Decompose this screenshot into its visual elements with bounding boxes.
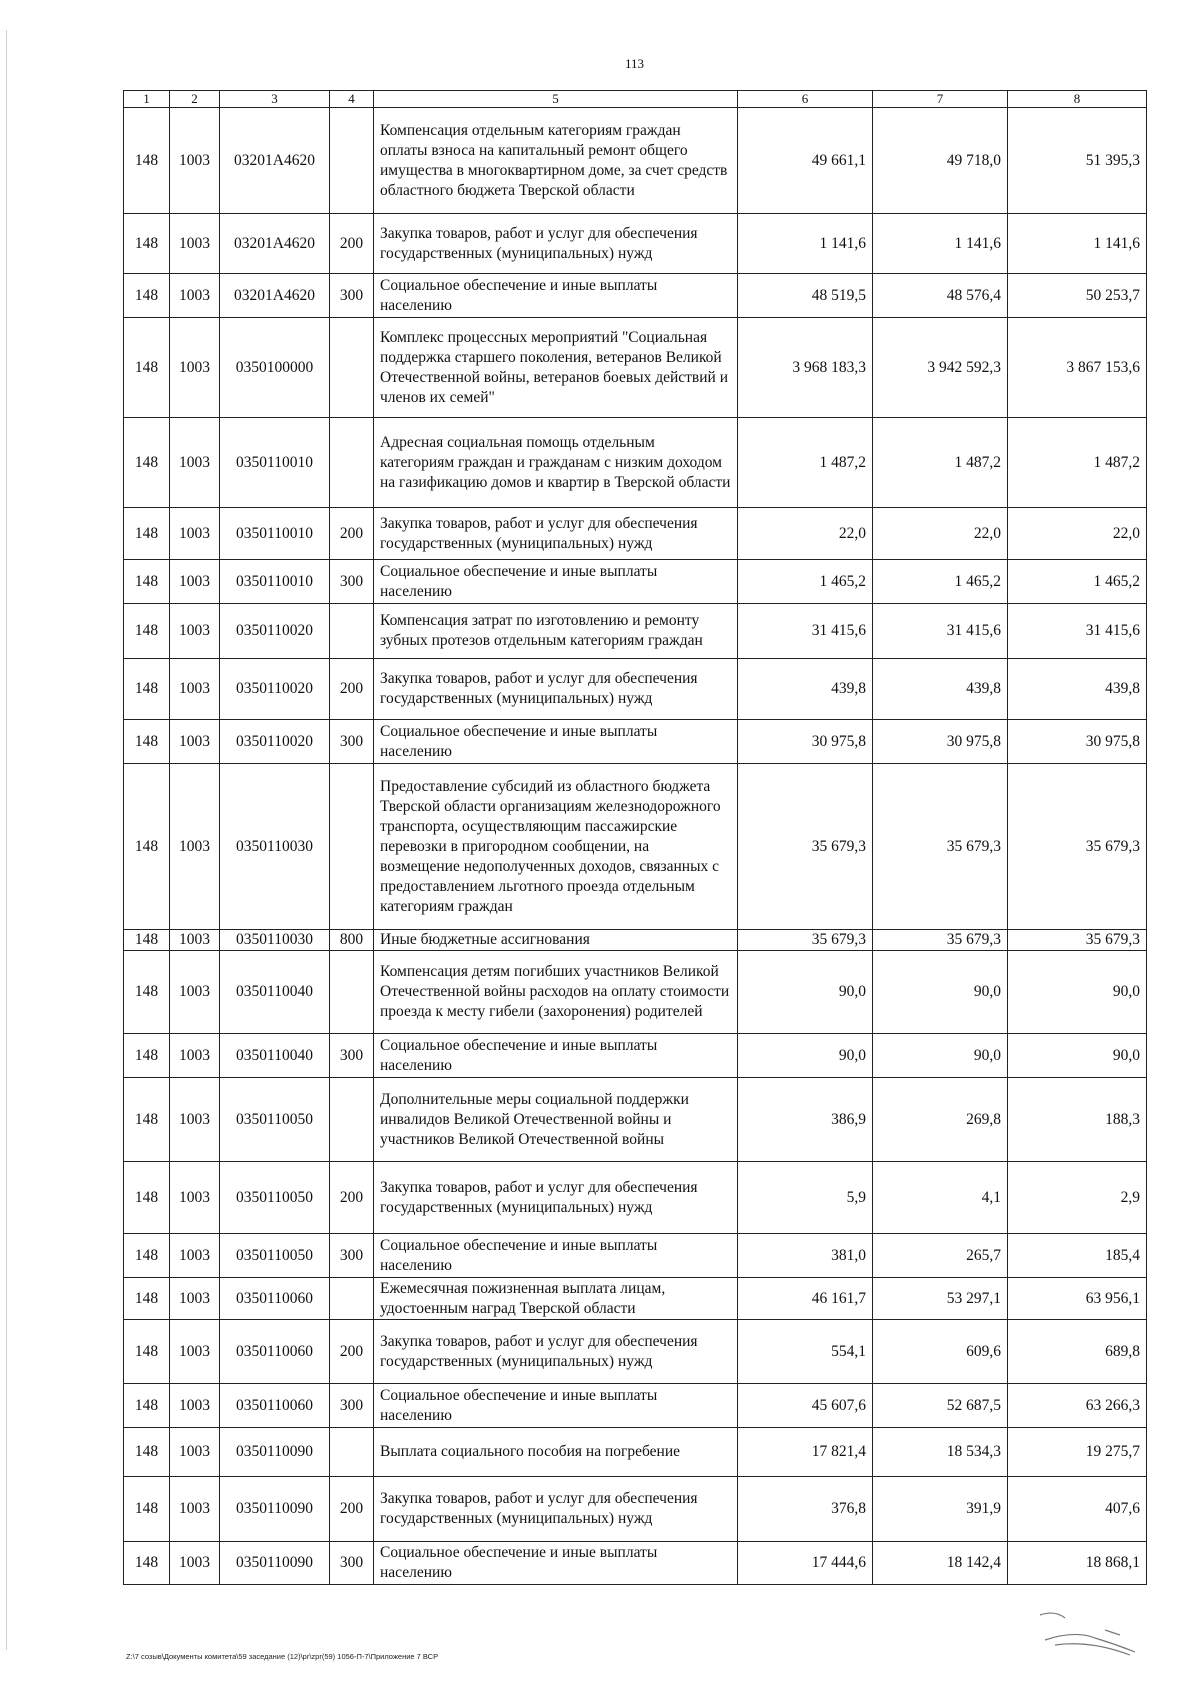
cell-amount-year1: 554,1 — [738, 1320, 873, 1384]
cell-amount-year2: 1 141,6 — [873, 214, 1008, 274]
table-body — [124, 108, 1147, 1585]
cell-ministry-code: 148 — [124, 1234, 170, 1278]
cell-amount-year3: 22,0 — [1008, 508, 1147, 560]
cell-amount-year1: 376,8 — [738, 1477, 873, 1542]
cell-section-code: 1003 — [170, 1234, 220, 1278]
cell-section-code: 1003 — [170, 951, 220, 1034]
col-header-2: 2 — [170, 91, 220, 108]
cell-amount-year3: 35 679,3 — [1008, 930, 1147, 951]
cell-amount-year3: 407,6 — [1008, 1477, 1147, 1542]
cell-expense-type: 300 — [330, 1034, 374, 1078]
cell-section-code: 1003 — [170, 930, 220, 951]
table-row — [124, 1234, 1147, 1278]
cell-amount-year2: 3 942 592,3 — [873, 318, 1008, 418]
table-row — [124, 1162, 1147, 1234]
cell-ministry-code: 148 — [124, 951, 170, 1034]
cell-amount-year3: 63 956,1 — [1008, 1278, 1147, 1320]
cell-target-article: 0350110050 — [220, 1162, 330, 1234]
cell-amount-year3: 1 465,2 — [1008, 560, 1147, 604]
cell-description: Закупка товаров, работ и услуг для обеспечения государственных (муниципальных) нужд — [374, 1162, 738, 1234]
cell-section-code: 1003 — [170, 1278, 220, 1320]
cell-amount-year2: 22,0 — [873, 508, 1008, 560]
table-row — [124, 508, 1147, 560]
cell-target-article: 0350110040 — [220, 1034, 330, 1078]
cell-expense-type: 300 — [330, 1234, 374, 1278]
table-row — [124, 604, 1147, 659]
cell-target-article: 0350110050 — [220, 1234, 330, 1278]
cell-ministry-code: 148 — [124, 1078, 170, 1162]
cell-amount-year2: 31 415,6 — [873, 604, 1008, 659]
cell-description: Закупка товаров, работ и услуг для обеспечения государственных (муниципальных) нужд — [374, 508, 738, 560]
cell-amount-year1: 3 968 183,3 — [738, 318, 873, 418]
cell-amount-year1: 439,8 — [738, 659, 873, 720]
table-row — [124, 1278, 1147, 1320]
cell-ministry-code: 148 — [124, 108, 170, 214]
cell-ministry-code: 148 — [124, 274, 170, 318]
cell-description: Закупка товаров, работ и услуг для обеспечения государственных (муниципальных) нужд — [374, 214, 738, 274]
col-header-4: 4 — [330, 91, 374, 108]
cell-description: Компенсация детям погибших участников Великой Отечественной войны расходов на оплату стоимости проезда к месту гибели (захоронения) родителей — [374, 951, 738, 1034]
cell-section-code: 1003 — [170, 274, 220, 318]
cell-target-article: 0350110020 — [220, 720, 330, 764]
cell-description: Социальное обеспечение и иные выплаты населению — [374, 274, 738, 318]
cell-amount-year3: 1 141,6 — [1008, 214, 1147, 274]
cell-description: Социальное обеспечение и иные выплаты населению — [374, 1234, 738, 1278]
col-header-3: 3 — [220, 91, 330, 108]
cell-target-article: 0350110090 — [220, 1428, 330, 1477]
cell-amount-year1: 22,0 — [738, 508, 873, 560]
cell-amount-year1: 1 487,2 — [738, 418, 873, 508]
cell-amount-year1: 1 465,2 — [738, 560, 873, 604]
cell-ministry-code: 148 — [124, 1320, 170, 1384]
cell-description: Социальное обеспечение и иные выплаты населению — [374, 1034, 738, 1078]
cell-ministry-code: 148 — [124, 604, 170, 659]
cell-target-article: 0350110020 — [220, 604, 330, 659]
cell-section-code: 1003 — [170, 1384, 220, 1428]
cell-amount-year1: 5,9 — [738, 1162, 873, 1234]
cell-description: Компенсация затрат по изготовлению и ремонту зубных протезов отдельным категориям граждан — [374, 604, 738, 659]
page-number: 113 — [625, 56, 645, 71]
cell-expense-type — [330, 604, 374, 659]
cell-amount-year3: 63 266,3 — [1008, 1384, 1147, 1428]
cell-description: Дополнительные меры социальной поддержки инвалидов Великой Отечественной войны и участников Великой Отечественной войны — [374, 1078, 738, 1162]
cell-amount-year1: 45 607,6 — [738, 1384, 873, 1428]
cell-amount-year2: 48 576,4 — [873, 274, 1008, 318]
cell-ministry-code: 148 — [124, 930, 170, 951]
cell-description: Социальное обеспечение и иные выплаты населению — [374, 720, 738, 764]
cell-expense-type — [330, 1428, 374, 1477]
cell-ministry-code: 148 — [124, 560, 170, 604]
cell-amount-year1: 386,9 — [738, 1078, 873, 1162]
cell-expense-type — [330, 1278, 374, 1320]
cell-section-code: 1003 — [170, 764, 220, 930]
cell-amount-year1: 31 415,6 — [738, 604, 873, 659]
table-row — [124, 318, 1147, 418]
cell-ministry-code: 148 — [124, 214, 170, 274]
cell-expense-type: 300 — [330, 274, 374, 318]
cell-amount-year1: 49 661,1 — [738, 108, 873, 214]
cell-amount-year2: 4,1 — [873, 1162, 1008, 1234]
column-number-header-row — [124, 91, 1147, 108]
table-row — [124, 274, 1147, 318]
cell-target-article: 0350110010 — [220, 418, 330, 508]
cell-amount-year2: 439,8 — [873, 659, 1008, 720]
signature-mark — [1035, 1600, 1145, 1670]
cell-amount-year2: 53 297,1 — [873, 1278, 1008, 1320]
cell-ministry-code: 148 — [124, 1384, 170, 1428]
cell-amount-year1: 17 821,4 — [738, 1428, 873, 1477]
cell-expense-type: 200 — [330, 1320, 374, 1384]
cell-target-article: 03201A4620 — [220, 108, 330, 214]
cell-amount-year3: 30 975,8 — [1008, 720, 1147, 764]
table-row — [124, 720, 1147, 764]
cell-section-code: 1003 — [170, 508, 220, 560]
cell-amount-year1: 30 975,8 — [738, 720, 873, 764]
cell-expense-type — [330, 418, 374, 508]
cell-expense-type: 200 — [330, 214, 374, 274]
table-row — [124, 418, 1147, 508]
table-row — [124, 930, 1147, 951]
cell-expense-type — [330, 951, 374, 1034]
cell-amount-year3: 90,0 — [1008, 1034, 1147, 1078]
cell-amount-year3: 35 679,3 — [1008, 764, 1147, 930]
cell-section-code: 1003 — [170, 659, 220, 720]
cell-ministry-code: 148 — [124, 1477, 170, 1542]
cell-target-article: 0350110060 — [220, 1278, 330, 1320]
cell-amount-year1: 17 444,6 — [738, 1542, 873, 1585]
cell-expense-type: 300 — [330, 1542, 374, 1585]
cell-description: Закупка товаров, работ и услуг для обеспечения государственных (муниципальных) нужд — [374, 1477, 738, 1542]
cell-amount-year1: 48 519,5 — [738, 274, 873, 318]
cell-amount-year3: 19 275,7 — [1008, 1428, 1147, 1477]
cell-amount-year3: 689,8 — [1008, 1320, 1147, 1384]
cell-section-code: 1003 — [170, 604, 220, 659]
cell-description: Адресная социальная помощь отдельным категориям граждан и гражданам с низким доходом на газификацию домов и квартир в Тверской области — [374, 418, 738, 508]
cell-section-code: 1003 — [170, 1477, 220, 1542]
cell-target-article: 0350110090 — [220, 1477, 330, 1542]
cell-ministry-code: 148 — [124, 1162, 170, 1234]
cell-amount-year2: 49 718,0 — [873, 108, 1008, 214]
cell-ministry-code: 148 — [124, 418, 170, 508]
cell-section-code: 1003 — [170, 1542, 220, 1585]
cell-amount-year2: 35 679,3 — [873, 764, 1008, 930]
cell-amount-year2: 391,9 — [873, 1477, 1008, 1542]
cell-amount-year3: 31 415,6 — [1008, 604, 1147, 659]
cell-expense-type — [330, 108, 374, 214]
cell-description: Компенсация отдельным категориям граждан оплаты взноса на капитальный ремонт общего имущества в многоквартирном доме, за счет средств областного бюджета Тверской области — [374, 108, 738, 214]
cell-amount-year3: 185,4 — [1008, 1234, 1147, 1278]
cell-amount-year2: 30 975,8 — [873, 720, 1008, 764]
table-row — [124, 1034, 1147, 1078]
col-header-7: 7 — [873, 91, 1008, 108]
cell-amount-year3: 50 253,7 — [1008, 274, 1147, 318]
col-header-8: 8 — [1008, 91, 1147, 108]
cell-description: Иные бюджетные ассигнования — [374, 930, 738, 951]
cell-target-article: 0350110030 — [220, 930, 330, 951]
footer-file-path: Z:\7 созыв\Документы комитета\59 заседание (12)\pr\zpr(59) 1056-П-7\Приложение 7 ВСР — [126, 1652, 439, 1661]
cell-amount-year2: 1 487,2 — [873, 418, 1008, 508]
table-row — [124, 108, 1147, 214]
cell-ministry-code: 148 — [124, 508, 170, 560]
table-row — [124, 1320, 1147, 1384]
cell-expense-type: 200 — [330, 1162, 374, 1234]
cell-section-code: 1003 — [170, 1034, 220, 1078]
cell-amount-year1: 35 679,3 — [738, 764, 873, 930]
cell-section-code: 1003 — [170, 1078, 220, 1162]
cell-ministry-code: 148 — [124, 1034, 170, 1078]
cell-amount-year3: 3 867 153,6 — [1008, 318, 1147, 418]
cell-amount-year1: 35 679,3 — [738, 930, 873, 951]
cell-section-code: 1003 — [170, 560, 220, 604]
cell-description: Ежемесячная пожизненная выплата лицам, удостоенным наград Тверской области — [374, 1278, 738, 1320]
cell-section-code: 1003 — [170, 720, 220, 764]
cell-ministry-code: 148 — [124, 1278, 170, 1320]
table-row — [124, 214, 1147, 274]
cell-expense-type: 300 — [330, 560, 374, 604]
col-header-1: 1 — [124, 91, 170, 108]
cell-ministry-code: 148 — [124, 659, 170, 720]
cell-description: Социальное обеспечение и иные выплаты населению — [374, 560, 738, 604]
cell-target-article: 0350110020 — [220, 659, 330, 720]
cell-description: Выплата социального пособия на погребение — [374, 1428, 738, 1477]
cell-amount-year3: 51 395,3 — [1008, 108, 1147, 214]
cell-amount-year2: 52 687,5 — [873, 1384, 1008, 1428]
cell-target-article: 0350110060 — [220, 1384, 330, 1428]
cell-section-code: 1003 — [170, 418, 220, 508]
cell-expense-type: 300 — [330, 1384, 374, 1428]
cell-target-article: 0350110010 — [220, 508, 330, 560]
cell-expense-type: 200 — [330, 659, 374, 720]
cell-target-article: 03201A4620 — [220, 214, 330, 274]
cell-description: Предоставление субсидий из областного бюджета Тверской области организациям железнодорожного транспорта, осуществляющим пассажирские перевозки в пригородном сообщении, на возмещение недополученных доходов, связанных с предоставлением льготного проезда отдельным категориям граждан — [374, 764, 738, 930]
cell-expense-type: 800 — [330, 930, 374, 951]
budget-table — [123, 90, 1147, 1585]
cell-amount-year2: 18 142,4 — [873, 1542, 1008, 1585]
col-header-6: 6 — [738, 91, 873, 108]
cell-ministry-code: 148 — [124, 1542, 170, 1585]
cell-description: Социальное обеспечение и иные выплаты населению — [374, 1384, 738, 1428]
scan-margin-line — [6, 30, 7, 1650]
cell-description: Комплекс процессных мероприятий "Социальная поддержка старшего поколения, ветеранов Великой Отечественной войны, ветеранов боевых действий и членов их семей" — [374, 318, 738, 418]
cell-section-code: 1003 — [170, 1162, 220, 1234]
cell-amount-year2: 265,7 — [873, 1234, 1008, 1278]
cell-section-code: 1003 — [170, 108, 220, 214]
table-row — [124, 560, 1147, 604]
table-row — [124, 1428, 1147, 1477]
cell-ministry-code: 148 — [124, 318, 170, 418]
cell-amount-year1: 381,0 — [738, 1234, 873, 1278]
cell-amount-year3: 90,0 — [1008, 951, 1147, 1034]
cell-amount-year3: 188,3 — [1008, 1078, 1147, 1162]
cell-description: Закупка товаров, работ и услуг для обеспечения государственных (муниципальных) нужд — [374, 1320, 738, 1384]
cell-target-article: 0350110060 — [220, 1320, 330, 1384]
cell-amount-year1: 90,0 — [738, 951, 873, 1034]
cell-amount-year3: 2,9 — [1008, 1162, 1147, 1234]
table-row — [124, 1477, 1147, 1542]
cell-expense-type — [330, 764, 374, 930]
cell-amount-year2: 1 465,2 — [873, 560, 1008, 604]
cell-ministry-code: 148 — [124, 1428, 170, 1477]
cell-amount-year2: 18 534,3 — [873, 1428, 1008, 1477]
cell-expense-type: 300 — [330, 720, 374, 764]
table-row — [124, 951, 1147, 1034]
cell-amount-year1: 1 141,6 — [738, 214, 873, 274]
cell-expense-type — [330, 1078, 374, 1162]
cell-amount-year2: 269,8 — [873, 1078, 1008, 1162]
cell-target-article: 0350110050 — [220, 1078, 330, 1162]
cell-section-code: 1003 — [170, 1320, 220, 1384]
cell-ministry-code: 148 — [124, 720, 170, 764]
cell-amount-year2: 90,0 — [873, 1034, 1008, 1078]
cell-amount-year3: 439,8 — [1008, 659, 1147, 720]
cell-expense-type — [330, 318, 374, 418]
cell-description: Социальное обеспечение и иные выплаты населению — [374, 1542, 738, 1585]
cell-target-article: 03201A4620 — [220, 274, 330, 318]
cell-amount-year1: 90,0 — [738, 1034, 873, 1078]
cell-section-code: 1003 — [170, 214, 220, 274]
cell-amount-year3: 1 487,2 — [1008, 418, 1147, 508]
table-row — [124, 1384, 1147, 1428]
cell-target-article: 0350110010 — [220, 560, 330, 604]
table-row — [124, 1078, 1147, 1162]
cell-amount-year3: 18 868,1 — [1008, 1542, 1147, 1585]
col-header-5: 5 — [374, 91, 738, 108]
cell-target-article: 0350110040 — [220, 951, 330, 1034]
table-row — [124, 764, 1147, 930]
cell-target-article: 0350110090 — [220, 1542, 330, 1585]
cell-expense-type: 200 — [330, 508, 374, 560]
cell-target-article: 0350110030 — [220, 764, 330, 930]
cell-amount-year2: 35 679,3 — [873, 930, 1008, 951]
cell-section-code: 1003 — [170, 1428, 220, 1477]
table-row — [124, 1542, 1147, 1585]
cell-description: Закупка товаров, работ и услуг для обеспечения государственных (муниципальных) нужд — [374, 659, 738, 720]
cell-expense-type: 200 — [330, 1477, 374, 1542]
cell-amount-year2: 90,0 — [873, 951, 1008, 1034]
table-row — [124, 659, 1147, 720]
cell-section-code: 1003 — [170, 318, 220, 418]
cell-ministry-code: 148 — [124, 764, 170, 930]
cell-amount-year2: 609,6 — [873, 1320, 1008, 1384]
cell-amount-year1: 46 161,7 — [738, 1278, 873, 1320]
cell-target-article: 0350100000 — [220, 318, 330, 418]
